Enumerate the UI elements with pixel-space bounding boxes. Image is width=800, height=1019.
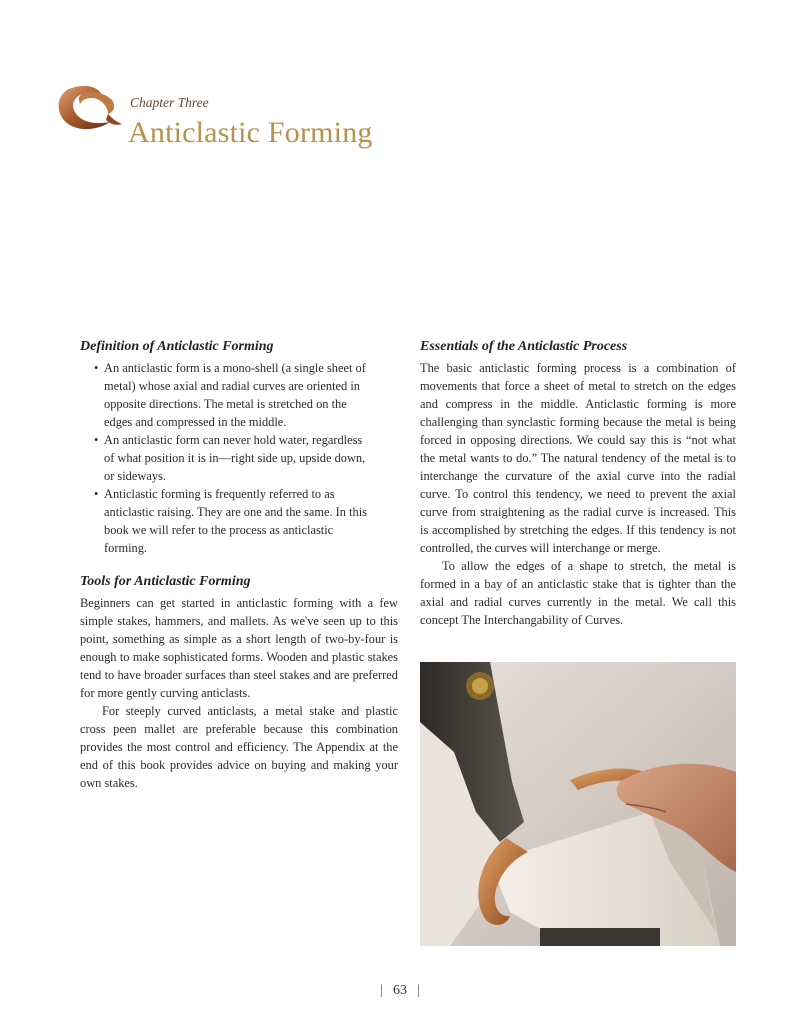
essentials-heading: Essentials of the Anticlastic Process xyxy=(420,339,628,354)
page-number-divider: | xyxy=(417,983,420,998)
essentials-paragraph: The basic anticlastic forming process is a combination of movements that force a sheet of metal to stretch on the edges and compress in the middle. Anticlastic forming is more challenging than synclastic forming because the metal is being forced in opposing directions. We could say this is “not what the metal wants to do.” The natural tendency of the metal is to interchange the curvature of the axial curve into the radial curve. To control this tendency, we need to prevent the axial curve from straightening as the radial curve is increased. This is accomplished by stretching the edges. If this tendency is not controlled, the curves will interchange or merge. xyxy=(420,361,736,555)
page-number-divider: | xyxy=(380,983,383,998)
hammer-on-stake-photo xyxy=(420,662,736,946)
tools-heading: Tools for Anticlastic Forming xyxy=(80,574,251,589)
page-number-value: 63 xyxy=(393,983,407,998)
tools-paragraph: Beginners can get started in anticlastic forming with a few simple stakes, hammers, and mallets. As we've seen up to this point, something as simple as a short length of two-by-four is enough to make sophisticated forms. Wooden and plastic stakes tend to have broader surfaces than steel stakes and are preferred for more gently curving anticlasts. xyxy=(80,596,398,700)
essentials-paragraph: To allow the edges of a shape to stretch, the metal is formed in a bay of an anticlastic stake that is tighter than the axial and radial curves currently in the metal. We call this concept The Interchangability of Curves. xyxy=(420,559,736,627)
definition-bullet: • An anticlastic form can never hold water, regardless of what position it is in—right side up, upside down, or sideways. xyxy=(80,431,370,485)
chapter-title: Anticlastic Forming xyxy=(128,116,373,149)
page-number xyxy=(0,983,800,999)
definition-bullet: • Anticlastic forming is frequently referred to as anticlastic raising. They are one and the same. In this book we will refer to the process as anticlastic forming. xyxy=(80,485,370,557)
definition-bullet: • An anticlastic form is a mono-shell (a single sheet of metal) whose axial and radial curves are oriented in opposite directions. The metal is stretched on the edges and compressed in the middle. xyxy=(80,359,370,431)
tools-paragraph: For steeply curved anticlasts, a metal stake and plastic cross peen mallet are preferable because this combination provides the most control and efficiency. The Appendix at the end of this book provides advice on buying and making your own stakes. xyxy=(80,704,398,790)
definition-list xyxy=(80,359,370,557)
left-column xyxy=(80,338,398,792)
right-column xyxy=(420,338,736,629)
copper-curl-icon xyxy=(52,78,124,136)
definition-heading: Definition of Anticlastic Forming xyxy=(80,339,274,354)
chapter-label: Chapter Three xyxy=(130,95,209,110)
